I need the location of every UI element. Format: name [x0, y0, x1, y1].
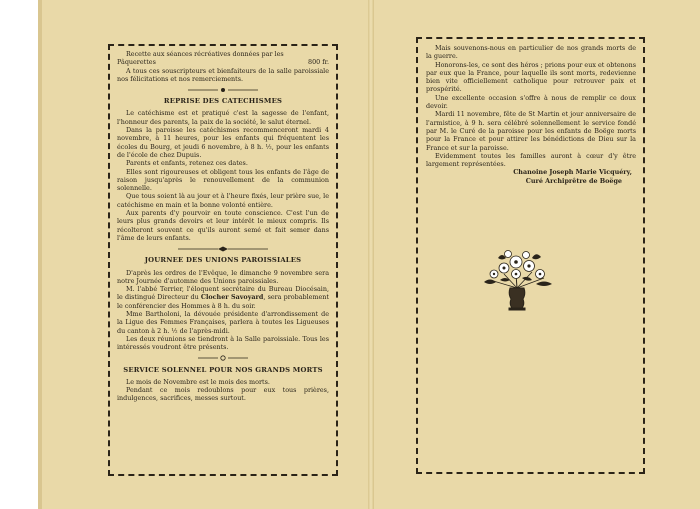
service-paragraph: Le mois de Novembre est le mois des morts. — [126, 377, 270, 386]
right-paragraph: Evidemment toutes les familles auront à cœur d'y être largement représentées. — [426, 151, 636, 169]
section-title-service: SERVICE SOLENNEL POUR NOS GRANDS MORTS — [123, 365, 323, 374]
clocher-savoyard-title: Clocher Savoyard — [200, 293, 264, 302]
unions-paragraph: Mme Bartholoni, la dévouée présidente d'arrondissement de la Ligue des Femmes Françaises, parlera à toutes les Ligueuses du canton à 2 h. ½ de l'après-midi. — [117, 310, 329, 335]
thanks-paragraph: A tous ces souscripteurs et bienfaiteurs de la salle paroissiale nos félicitations et nos remerciements. — [117, 66, 329, 83]
unions-paragraph: Les deux réunions se tiendront à la Salle paroissiale. Tous les intéressés voudront être présents. — [117, 334, 329, 352]
page-edge — [38, 0, 42, 509]
recette-amount: 800 fr. — [308, 58, 329, 67]
recette-who: Pâquerettes — [117, 58, 156, 67]
divider-ornament-1 — [117, 85, 329, 94]
signature-name: Chanoine Joseph Marie Vicquéry, — [513, 168, 632, 177]
left-page-text — [117, 50, 329, 403]
right-paragraph: Mardi 11 novembre, fête de St Martin et jour anniversaire de l'armistice, à 9 h. sera célébré solennellement le service fondé par M. le Curé de la paroisse pour les enfants de Boëge morts pour la France et pour attirer les bénédictions de Dieu sur la France et sur la paroisse. — [426, 110, 636, 152]
unions-paragraph: D'après les ordres de l'Evêque, le dimanche 9 novembre sera notre Journée d'automne des Unions paroissiales. — [117, 268, 329, 285]
catechismes-paragraph: Parents et enfants, retenez ces dates. — [126, 159, 248, 168]
catechismes-paragraph: Que tous soient là au jour et à l'heure fixés, leur prière sue, le catéchisme en main et la bonne volonté entière. — [117, 192, 329, 209]
right-page-text — [426, 44, 636, 185]
right-paragraph: Mais souvenons-nous en particulier de nos grands morts de la guerre. — [426, 44, 636, 61]
unions-speaker-start: M. l'abbé Terrier, l'éloquent secrétaire du Bureau Diocésain, le distingué Directeur du — [117, 285, 329, 302]
service-paragraph: Pendant ce mois redoublons pour eux tous prières, indulgences, sacrifices, messes surtout. — [117, 386, 329, 403]
divider-ornament-3 — [117, 354, 329, 363]
recette-amount-line — [117, 58, 329, 66]
catechismes-paragraph: Dans la paroisse les catéchismes recommenceront mardi 4 novembre, à 11 heures, pour les enfants qui fréquentent les écoles du Bourg, et jeudi 6 novembre, à 8 h. ½, pour les enfants de l'école de chez Dupuis. — [117, 126, 329, 159]
signature-title: Curé Archiprêtre de Boëge — [525, 176, 622, 185]
divider-ornament-2 — [117, 244, 329, 253]
section-title-catechismes: REPRISE DES CATECHISMES — [163, 97, 283, 106]
catechismes-paragraph: Aux parents d'y pourvoir en toute conscience. C'est l'un de leurs plus grands devoirs et leur intérêt le mieux compris. Ils récolteront souvent ce qu'ils auront semé et fait semer dans l'âme de leurs enfants. — [117, 209, 329, 242]
right-paragraph: Honorons-les, ce sont des héros ; prions pour eux et obtenons par eux que la France, pour laquelle ils sont morts, redevienne bien vite officiellement catholique pour retrouver paix et prospérité. — [426, 60, 636, 94]
section-title-unions: JOURNEE DES UNIONS PAROISSIALES — [144, 256, 302, 265]
center-fold — [368, 0, 374, 509]
recette-line: Recette aux séances récréatives données par les — [126, 50, 284, 58]
unions-paragraph-speaker — [117, 285, 329, 310]
flower-vase-vignette — [474, 244, 560, 312]
right-paragraph: Une excellente occasion s'offre à nous de remplir ce doux devoir. — [426, 93, 636, 111]
unions-speaker-end: , sera probablement le conférencier des Hommes à 8 h. du soir. — [117, 293, 329, 310]
catechismes-paragraph: Le catéchisme est et pratiqué c'est la sagesse de l'enfant, l'honneur des parents, la paix de la société, le salut éternel. — [117, 109, 329, 126]
catechismes-paragraph: Elles sont rigoureuses et obligent tous les enfants de l'âge de raison jusqu'après le renouvellement de la communion solennelle. — [117, 167, 329, 193]
